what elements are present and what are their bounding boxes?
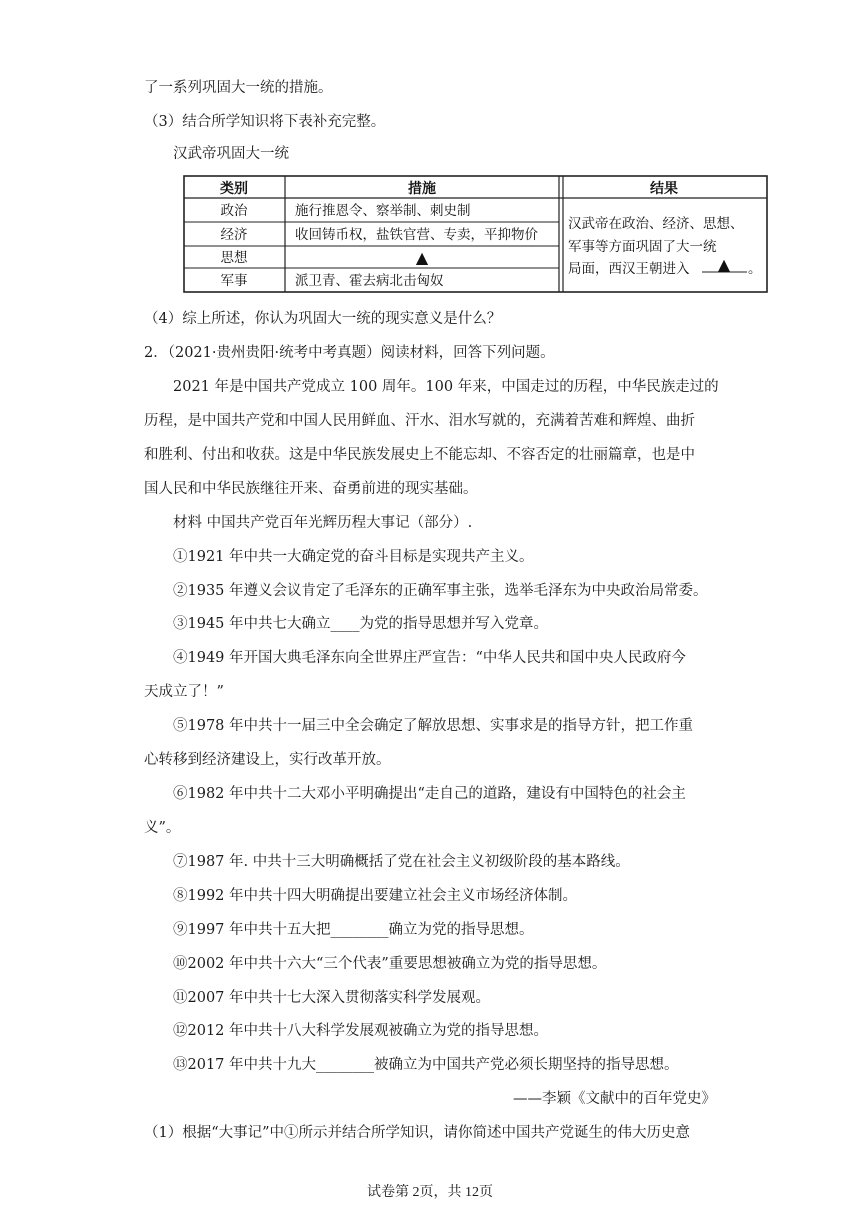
result-line: 军事等方面巩固了大一统	[568, 239, 717, 255]
question-3-prompt: （3）结合所学知识将下表补充完整。	[144, 114, 386, 130]
intro-line: 历程，是中国共产党和中国人民用鲜血、汗水、泪水写就的，充满着苦难和辉煌、曲折	[144, 413, 695, 429]
question-2-header: 2．（2021·贵州贵阳·统考中考真题）阅读材料，回答下列问题。	[144, 345, 555, 361]
intro-line: 和胜利、付出和收获。这是中华民族发展史上不能忘却、不容否定的壮丽篇章，也是中	[144, 447, 695, 463]
result-line: 局面，西汉王朝进入	[568, 261, 690, 277]
question-4: （4）综上所述，你认为巩固大一统的现实意义是什么？	[144, 311, 502, 327]
event-item: ⑧1992 年中共十四大明确提出要建立社会主义市场经济体制。	[173, 888, 578, 904]
table-title: 汉武帝巩固大一统	[173, 146, 289, 162]
top-line: 了一系列巩固大一统的措施。	[144, 80, 333, 96]
measures-table	[183, 174, 768, 294]
event-item: ⑩2002 年中共十六大“三个代表”重要思想被确立为党的指导思想。	[173, 956, 607, 972]
result-line: 汉武帝在政治、经济、思想、	[568, 216, 744, 232]
page-footer: 试卷第 2页，共 12页	[367, 1185, 493, 1200]
row-measure: 派卫青、霍去病北击匈奴	[295, 273, 444, 289]
row-measure: 施行推恩令、察举制、刺史制	[295, 203, 471, 219]
row-measure: 收回铸币权，盐铁官营、专卖，平抑物价	[295, 227, 538, 243]
event-item: ①1921 年中共一大确定党的奋斗目标是实现共产主义。	[173, 549, 534, 565]
header-result: 结果	[650, 181, 678, 197]
header-measure: 措施	[408, 181, 436, 197]
result-line-end: 。	[748, 261, 762, 277]
event-item: ⑥1982 年中共十二大邓小平明确提出“走自己的道路，建设有中国特色的社会主	[173, 786, 686, 802]
intro-line: 国人民和中华民族继往开来、奋勇前进的现实基础。	[144, 481, 478, 497]
event-item: ⑨1997 年中共十五大把________确立为党的指导思想。	[173, 922, 534, 938]
event-item: ②1935 年遵义会议肯定了毛泽东的正确军事主张，选举毛泽东为中央政治局常委。	[173, 583, 708, 599]
row-category: 思想	[220, 250, 248, 266]
event-item: ⑬2017 年中共十九大________被确立为中国共产党必须长期坚持的指导思想。	[173, 1057, 679, 1073]
event-item: ⑦1987 年. 中共十三大明确概括了党在社会主义初级阶段的基本路线。	[173, 854, 630, 870]
event-item: ⑤1978 年中共十一届三中全会确定了解放思想、实事求是的指导方针，把工作重	[173, 718, 694, 734]
source-citation: ——李颖《文献中的百年党史》	[513, 1091, 716, 1107]
row-category: 军事	[220, 273, 248, 289]
header-category: 类别	[220, 181, 248, 197]
event-item: 义”。	[144, 820, 181, 836]
row-category: 经济	[220, 227, 248, 243]
event-item: ⑪2007 年中共十七大深入贯彻落实科学发展观。	[173, 990, 491, 1006]
event-item: ④1949 年开国大典毛泽东向全世界庄严宣告：“中华人民共和国中央人民政府今	[173, 650, 686, 666]
material-title: 材料 中国共产党百年光辉历程大事记（部分）.	[173, 515, 473, 531]
row-category: 政治	[220, 203, 248, 219]
event-item: ③1945 年中共七大确立____为党的指导思想并写入党章。	[173, 616, 549, 632]
result-blank-marker: ▲	[717, 255, 731, 274]
event-item: 心转移到经济建设上，实行改革开放。	[144, 752, 391, 768]
row-measure-blank: ▲	[415, 248, 429, 267]
question-1: （1）根据“大事记”中①所示并结合所学知识，请你简述中国共产党诞生的伟大历史意	[144, 1125, 691, 1141]
intro-line: 2021 年是中国共产党成立 100 周年。100 年来，中国走过的历程，中华民族走过的	[173, 379, 719, 395]
event-item: ⑫2012 年中共十八大科学发展观被确立为党的指导思想。	[173, 1023, 549, 1039]
event-item: 天成立了！”	[144, 684, 224, 700]
